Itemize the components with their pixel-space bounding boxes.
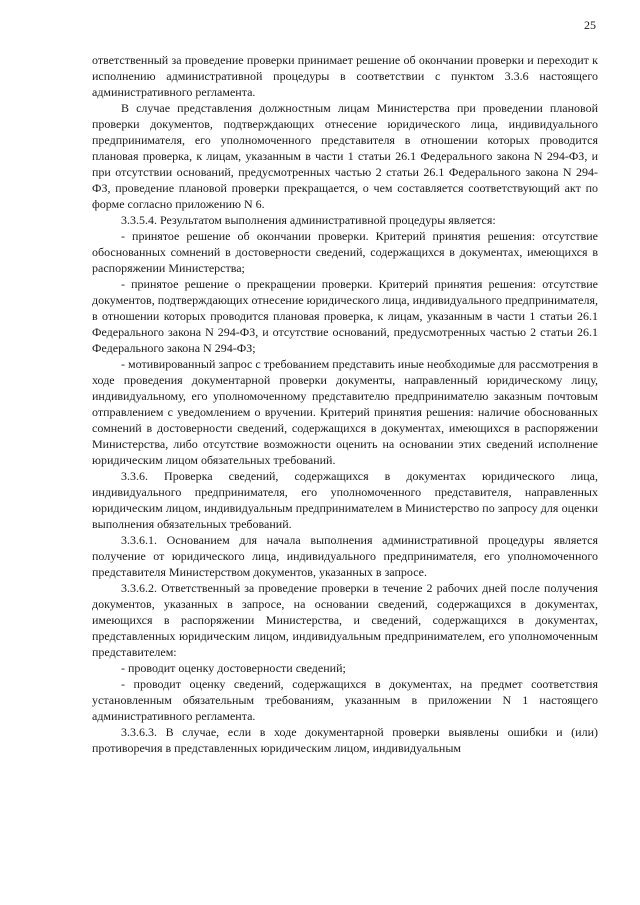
paragraph: - мотивированный запрос с требованием представить иные необходимые для рассмотрения в ходе проведения документарной проверки документы, направленный юридическому лицу, индивидуальному, его уполномоченному представителю предпринимателю заказным почтовым отправлением с уведомлением о вручении. Критерий принятия решения: наличие обоснованных сомнений в достоверности сведений, содержащихся в документах, имеющихся в распоряжении Министерства, либо отсутствие возможности оценить на основании этих сведений исполнение юридическим лицом обязательных требований. bbox=[92, 357, 598, 467]
paragraph: В случае представления должностным лицам Министерства при проведении плановой проверки документов, подтверждающих отнесение юридического лица, индивидуального предпринимателя, его уполномоченного представителя в отношении которых проводится плановая проверка, к лицам, указанным в части 1 статьи 26.1 Федерального закона N 294-ФЗ, и при отсутствии оснований, предусмотренных частью 2 статьи 26.1 Федерального закона N 294-ФЗ, проведение плановой проверки прекращается, о чем составляется соответствующий акт по форме согласно приложению N 6. bbox=[92, 101, 598, 211]
paragraph: ответственный за проведение проверки принимает решение об окончании проверки и переходит к исполнению административной процедуры в соответствии с пунктом 3.3.6 настоящего административного регламента. bbox=[92, 53, 598, 99]
paragraph: - проводит оценку достоверности сведений; bbox=[121, 661, 346, 675]
paragraph: - принятое решение об окончании проверки. Критерий принятия решения: отсутствие обоснованных сомнений в достоверности сведений, содержащихся в документах, имеющихся в распоряжении Министерства; bbox=[92, 229, 598, 275]
paragraph: 3.3.6.3. В случае, если в ходе документарной проверки выявлены ошибки и (или) противоречия в представленных юридическим лицом, индивидуальным bbox=[92, 725, 598, 755]
paragraph: 3.3.6.1. Основанием для начала выполнения административной процедуры является получение от юридического лица, индивидуального предпринимателя, его уполномоченного представителя Министерством документов, указанных в запросе. bbox=[92, 533, 598, 579]
paragraph: - принятое решение о прекращении проверки. Критерий принятия решения: отсутствие документов, подтверждающих отнесение юридического лица, индивидуального предпринимателя, в отношении которых проводится плановая проверка, к лицам, указанным в части 1 статьи 26.1 Федерального закона N 294-ФЗ, и отсутствие оснований, предусмотренных частью 2 статьи 26.1 Федерального закона N 294-ФЗ; bbox=[92, 277, 598, 355]
paragraph: 3.3.6. Проверка сведений, содержащихся в документах юридического лица, индивидуального предпринимателя, его уполномоченного представителя, направленных юридическим лицом, индивидуальным предпринимателем в Министерство по запросу для оценки выполнения обязательных требований. bbox=[92, 469, 598, 531]
document-body bbox=[92, 52, 598, 756]
paragraph: 3.3.5.4. Результатом выполнения административной процедуры является: bbox=[121, 213, 496, 227]
paragraph: 3.3.6.2. Ответственный за проведение проверки в течение 2 рабочих дней после получения документов, указанных в запросе, на основании сведений, содержащихся в документах, имеющихся в распоряжении Министерства, и сведений, содержащихся в документах, представленных юридическим лицом, индивидуальным предпринимателем, его уполномоченным представителем: bbox=[92, 581, 598, 659]
page-number: 25 bbox=[584, 18, 596, 32]
paragraph: - проводит оценку сведений, содержащихся в документах, на предмет соответствия установленным обязательным требованиям, указанным в приложении N 1 настоящего административного регламента. bbox=[92, 677, 598, 723]
